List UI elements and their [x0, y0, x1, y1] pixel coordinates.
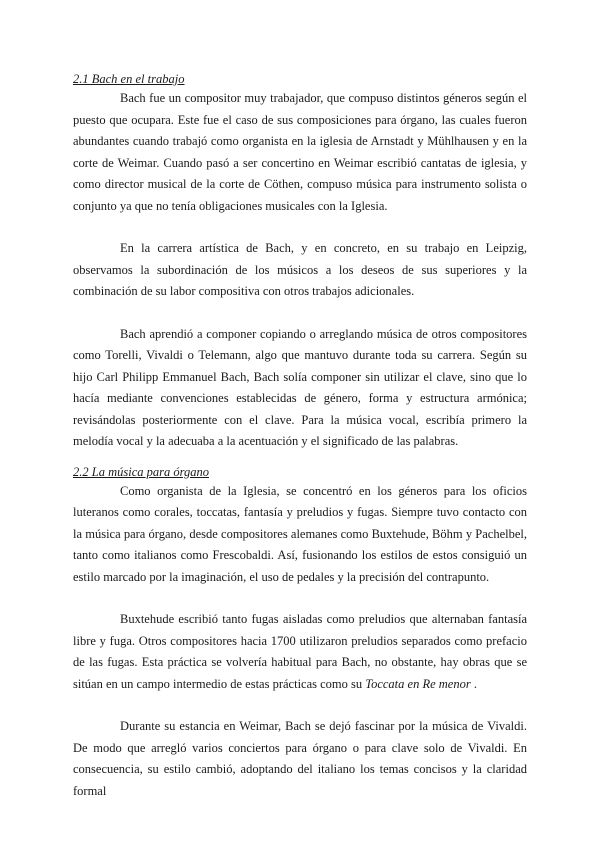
section-gap — [73, 453, 527, 463]
paragraph-carrera-artistica: En la carrera artística de Bach, y en concreto, en su trabajo en Leipzig, observamos la subordinación de los músicos a los deseos de sus superiores y la combinación de su labor compositiva con otros trabajos adicionales. — [73, 241, 527, 298]
paragraph-estancia-weimar: Durante su estancia en Weimar, Bach se dejó fascinar por la música de Vivaldi. De modo que arregló varios conciertos para órgano o para clave solo de Vivaldi. En consecuencia, su estilo cambió, adoptando del italiano los temas concisos y la claridad formal — [73, 719, 527, 798]
toccata-work-title: Toccata en Re menor — [365, 676, 471, 691]
paragraph-gap — [73, 217, 527, 238]
paragraph-gap — [73, 588, 527, 609]
paragraph-bach-trabajador: Bach fue un compositor muy trabajador, que compuso distintos géneros según el puesto que ocupara. Este fue el caso de sus composiciones para órgano, las cuales fueron abundantes cuando trabajó como organista en la iglesia de Arnstadt y Mühlhausen y en la corte de Weimar. Cuando pasó a ser concertino en Weimar escribió cantatas de iglesia, y como director musical de la corte de Cöthen, compuso música para instrumento solista o conjunto ya que no tenía obligaciones musicales con la Iglesia. — [73, 91, 527, 213]
buxtehude-text-before: Buxtehude escribió tanto fugas aisladas como preludios que alternaban fantasía libre y fuga. Otros compositores hacia 1700 utilizaron preludios separados como prefacio de las fugas. Esta práctica se volvería habitual para Bach, no obstante, hay obras que se sitúan en un campo intermedio de estas prácticas como su — [73, 612, 527, 691]
paragraph-gap — [73, 695, 527, 716]
paragraph-aprendio-componer: Bach aprendió a componer copiando o arreglando música de otros compositores como Torelli, Vivaldi o Telemann, algo que mantuvo durante toda su carrera. Según su hijo Carl Philipp Emmanuel Bach, Bach solía componer sin utilizar el clave, sino que lo hacía mediante convenciones establecidas de género, forma y estructura armónica; revisándolas posteriormente con el clave. Para la música vocal, escribía primero la melodía vocal y la adecuaba a la acentuación y el significado de las palabras. — [73, 326, 527, 448]
section-heading-musica-para-organo: 2.2 La música para órgano — [73, 464, 210, 479]
paragraph-gap — [73, 303, 527, 324]
buxtehude-text-after: . — [470, 676, 477, 691]
paragraph-buxtehude — [73, 609, 527, 695]
paragraph-organista-iglesia: Como organista de la Iglesia, se concentró en los géneros para los oficios luteranos como corales, toccatas, fantasía y preludios y fugas. Siempre tuvo contacto con la música para órgano, desde compositores alemanes como Buxtehude, Böhm y Pachelbel, tanto como italianos como Frescobaldi. Así, fusionando los estilos de estos consiguió un estilo marcado por la imaginación, el uso de pedales y la precisión del contrapunto. — [73, 483, 527, 584]
section-heading-bach-en-el-trabajo: 2.1 Bach en el trabajo — [73, 72, 185, 86]
